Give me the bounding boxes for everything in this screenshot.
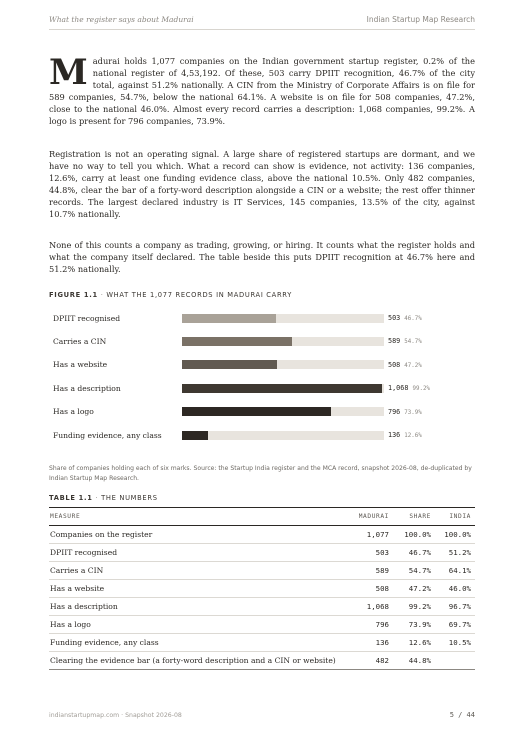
- figure-label: [49, 291, 292, 299]
- bar-row: [49, 335, 475, 347]
- table-row: [49, 544, 475, 562]
- footer: [49, 711, 475, 719]
- bar-value-label: [388, 337, 422, 345]
- table-cell-value: 503: [343, 544, 393, 562]
- column-header: SHARE: [409, 513, 431, 520]
- table-cell-value: 73.9%: [393, 616, 435, 634]
- column-header: INDIA: [449, 513, 471, 520]
- table-header-row: [49, 508, 475, 526]
- table-cell-value: 99.2%: [393, 598, 435, 616]
- bar-track: [182, 337, 384, 346]
- paragraph-1: [49, 52, 475, 128]
- table-cell-measure: Has a logo: [49, 616, 343, 634]
- bar-category-label: Has a description: [53, 383, 121, 393]
- bar-track: [182, 384, 384, 393]
- bar-percent: 54.7%: [404, 339, 422, 346]
- bar-count: 796: [388, 407, 401, 416]
- bar-percent: 46.7%: [404, 316, 422, 322]
- bar: [182, 431, 208, 440]
- bar: [182, 337, 292, 346]
- bar-value-label: [388, 408, 422, 416]
- column-header: MEASURE: [50, 513, 81, 520]
- table-cell-value: 44.8%: [393, 652, 435, 670]
- bar-row: [49, 312, 475, 324]
- bar-chart: [49, 312, 475, 452]
- table-cell-measure: Funding evidence, any class: [49, 634, 343, 652]
- table-cell-measure: Has a website: [49, 580, 343, 598]
- table-cell-value: 482: [343, 652, 393, 670]
- table-cell-value: 47.2%: [393, 580, 435, 598]
- running-head-publisher: Indian Startup Map Research: [366, 15, 475, 24]
- drop-cap: M: [49, 52, 88, 93]
- bar-value-label: [388, 314, 422, 322]
- paragraph-2: Registration is not an operating signal. A large share of registered startups are dormant, and we have no way to tell you which. What a record can show is evidence, not activity: 136 companies, 12.6%, carry at least one funding evidence class, above the national 10.5%. Only 482 companies, 44.8%, clear the bar of a forty-word description alongside a CIN or a website; the rest offer thinner records. The largest declared industry is IT Services, 145 companies, 13.5% of the city, against 10.7% nationally.: [49, 149, 475, 220]
- table-cell-value: 54.7%: [393, 562, 435, 580]
- figure-number: FIGURE 1.1: [49, 291, 98, 299]
- bar-category-label: Has a logo: [53, 407, 94, 417]
- bar-row: [49, 359, 475, 371]
- table-cell-value: 46.0%: [435, 580, 475, 598]
- table-cell-value: 64.1%: [435, 562, 475, 580]
- table-cell-value: 589: [343, 562, 393, 580]
- bar-value-label: [388, 431, 422, 439]
- bar-category-label: Funding evidence, any class: [53, 430, 162, 440]
- table-body: [49, 526, 475, 670]
- paragraph-1-text: adurai holds 1,077 companies on the Indian government startup register, 0.2% of the national register of 4,53,192. Of these, 503 carry DPIIT recognition, 46.7% of the city total, against 51.2% nationally. A CIN from the Ministry of Corporate Affairs is on file for 589 companies, 54.7%, below the national 64.1%. A website is on file for 508 companies, 47.2%, close to the national 46.0%. Almost every record carries a description: 1,068 companies, 99.2%. A logo is present for 796 companies, 73.9%.: [49, 56, 475, 127]
- bar-percent: 12.6%: [404, 433, 422, 439]
- table-cell-value: 69.7%: [435, 616, 475, 634]
- table-cell-measure: DPIIT recognised: [49, 544, 343, 562]
- table-cell-measure: Carries a CIN: [49, 562, 343, 580]
- bar-row: [49, 382, 475, 394]
- bar: [182, 407, 331, 416]
- table-cell-value: 100.0%: [435, 526, 475, 544]
- table-separator: ·: [95, 494, 99, 502]
- column-header: MADURAI: [358, 513, 389, 520]
- table-cell-value: 12.6%: [393, 634, 435, 652]
- bar-percent: 73.9%: [404, 409, 422, 416]
- figure-title: WHAT THE 1,077 RECORDS IN MADURAI CARRY: [106, 291, 293, 299]
- bar-percent: 47.2%: [404, 362, 422, 369]
- bar-category-label: DPIIT recognised: [53, 313, 121, 323]
- paragraph-3: None of this counts a company as trading, growing, or hiring. It counts what the register holds and what the company itself declared. The table beside this puts DPIIT recognition at 46.7% here and 51.2% nationally.: [49, 240, 475, 275]
- bar-track: [182, 360, 384, 369]
- table-title: THE NUMBERS: [101, 494, 158, 502]
- table-cell-value: 100.0%: [393, 526, 435, 544]
- bar-count: 508: [388, 360, 401, 369]
- bar-count: 503: [388, 314, 401, 322]
- bar-category-label: Carries a CIN: [53, 336, 107, 346]
- bar-percent: 99.2%: [412, 386, 430, 393]
- table-row: [49, 598, 475, 616]
- bar-row: [49, 406, 475, 418]
- bar-track: [182, 407, 384, 416]
- table-cell-value: 136: [343, 634, 393, 652]
- table-cell-measure: Companies on the register: [49, 526, 343, 544]
- bar-row: [49, 429, 475, 441]
- table-cell-value: 51.2%: [435, 544, 475, 562]
- header-rule: [49, 29, 475, 30]
- bar-track: [182, 314, 384, 323]
- bar-count: 136: [388, 431, 401, 439]
- table-row: [49, 580, 475, 598]
- table-number: TABLE 1.1: [49, 494, 93, 502]
- table-cell-value: 96.7%: [435, 598, 475, 616]
- bar-track: [182, 431, 384, 440]
- table-cell-measure: Clearing the evidence bar (a forty-word description and a CIN or website): [49, 652, 343, 670]
- running-head: [49, 15, 475, 27]
- table-row: [49, 526, 475, 544]
- bar: [182, 360, 277, 369]
- bar-value-label: [388, 384, 430, 392]
- figure-caption: Share of companies holding each of six marks. Source: the Startup India register and the MCA record, snapshot 2026-08, de-duplicated by Indian Startup Map Research.: [49, 465, 472, 482]
- table-row: [49, 652, 475, 670]
- running-head-title: What the register says about Madurai: [49, 15, 194, 24]
- table-cell-value: 1,077: [343, 526, 393, 544]
- table-cell-value: 1,068: [343, 598, 393, 616]
- table-cell-value: [435, 652, 475, 670]
- bar: [182, 314, 276, 323]
- figure-separator: ·: [100, 291, 104, 299]
- table-row: [49, 616, 475, 634]
- table-row: [49, 562, 475, 580]
- numbers-table: [49, 507, 475, 670]
- table-row: [49, 634, 475, 652]
- bar-count: 1,068: [388, 384, 409, 393]
- table-cell-value: 10.5%: [435, 634, 475, 652]
- table-cell-value: 796: [343, 616, 393, 634]
- footer-source: indianstartupmap.com · Snapshot 2026-08: [49, 712, 182, 719]
- table-label: [49, 494, 158, 502]
- page-number: 5 / 44: [449, 711, 475, 719]
- bar: [182, 384, 382, 393]
- bar-count: 589: [388, 337, 401, 346]
- bar-value-label: [388, 361, 422, 369]
- table-cell-value: 508: [343, 580, 393, 598]
- table-cell-measure: Has a description: [49, 598, 343, 616]
- table-cell-value: 46.7%: [393, 544, 435, 562]
- bar-category-label: Has a website: [53, 360, 108, 370]
